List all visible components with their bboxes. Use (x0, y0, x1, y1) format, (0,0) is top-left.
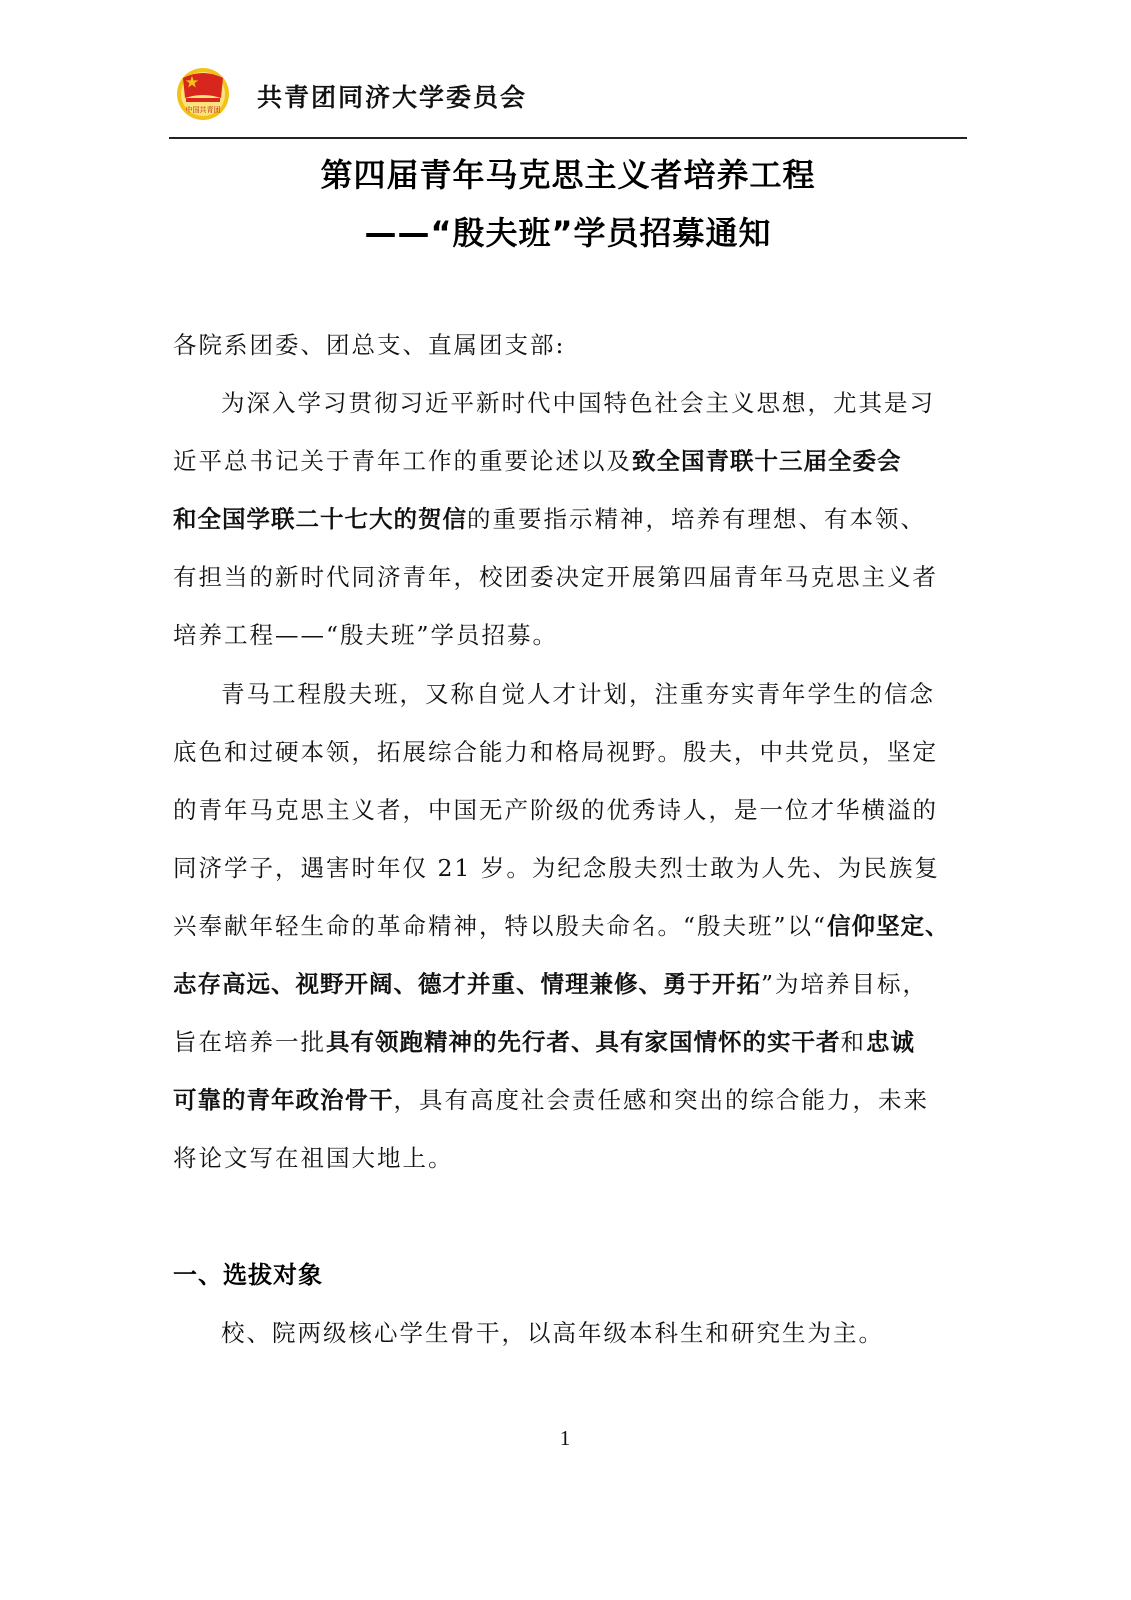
paragraph-1-line (173, 442, 971, 476)
bold-text-run: 致全国青联十三届全委会 (632, 447, 902, 475)
bold-text-run: 忠诚 (866, 1028, 915, 1056)
paragraph-2-line (173, 907, 971, 941)
bold-text-run: 和全国学联二十七大的贺信 (173, 505, 467, 533)
salutation: 各院系团委、团总支、直属团支部: (173, 331, 566, 359)
bold-text-run: 志存高远、视野开阔、德才并重、情理兼修、勇于开拓 (173, 970, 761, 998)
text-run: 的重要指示精神，培养有理想、有本领、 (467, 505, 926, 533)
paragraph-2-line: 底色和过硬本领，拓展综合能力和格局视野。殷夫，中共党员，坚定 (173, 738, 938, 766)
text-run: ”为培养目标， (761, 970, 929, 998)
text-run: 旨在培养一批 (173, 1028, 326, 1056)
bold-text-run: 具有领跑精神的先行者、具有家国情怀的实干者 (326, 1028, 841, 1056)
paragraph-2-line: 青马工程殷夫班，又称自觉人才计划，注重夯实青年学生的信念 (221, 680, 935, 708)
text-run: ，具有高度社会责任感和突出的综合能力，未来 (393, 1086, 929, 1114)
page-number: 1 (559, 1426, 571, 1450)
paragraph-1-line: 为深入学习贯彻习近平新时代中国特色社会主义思想，尤其是习 (221, 389, 935, 417)
document-title: 第四届青年马克思主义者培养工程 (320, 156, 816, 194)
text-run: 兴奉献年轻生命的革命精神，特以殷夫命名。“殷夫班”以“ (173, 912, 828, 940)
bold-text-run: 信仰坚定、 (827, 912, 950, 940)
document-subtitle: ——“殷夫班”学员招募通知 (364, 214, 772, 252)
paragraph-2-line: 同济学子，遇害时年仅 21 岁。为纪念殷夫烈士敢为人先、为民族复 (173, 854, 940, 882)
paragraph-2-line (173, 1081, 971, 1115)
text-run: 和 (840, 1028, 866, 1056)
organization-name: 共青团同济大学委员会 (257, 83, 528, 112)
paragraph-1-line: 培养工程——“殷夫班”学员招募。 (173, 621, 559, 649)
bold-text-run: 可靠的青年政治骨干 (173, 1086, 394, 1114)
paragraph-2-line: 的青年马克思主义者，中国无产阶级的优秀诗人，是一位才华横溢的 (173, 796, 938, 824)
text-run: 近平总书记关于青年工作的重要论述以及 (173, 447, 632, 475)
paragraph-1-line (173, 500, 971, 534)
section-heading: 一、选拔对象 (173, 1261, 323, 1289)
paragraph-2-line (173, 1023, 971, 1057)
section-body: 校、院两级核心学生骨干，以高年级本科生和研究生为主。 (221, 1319, 884, 1347)
paragraph-2-line (173, 965, 971, 999)
paragraph-2-line: 将论文写在祖国大地上。 (173, 1144, 454, 1172)
paragraph-1-line: 有担当的新时代同济青年，校团委决定开展第四届青年马克思主义者 (173, 563, 938, 591)
svg-text:中国共青团: 中国共青团 (185, 106, 221, 114)
communist-youth-league-emblem-icon (174, 64, 232, 122)
header-divider (169, 137, 967, 139)
